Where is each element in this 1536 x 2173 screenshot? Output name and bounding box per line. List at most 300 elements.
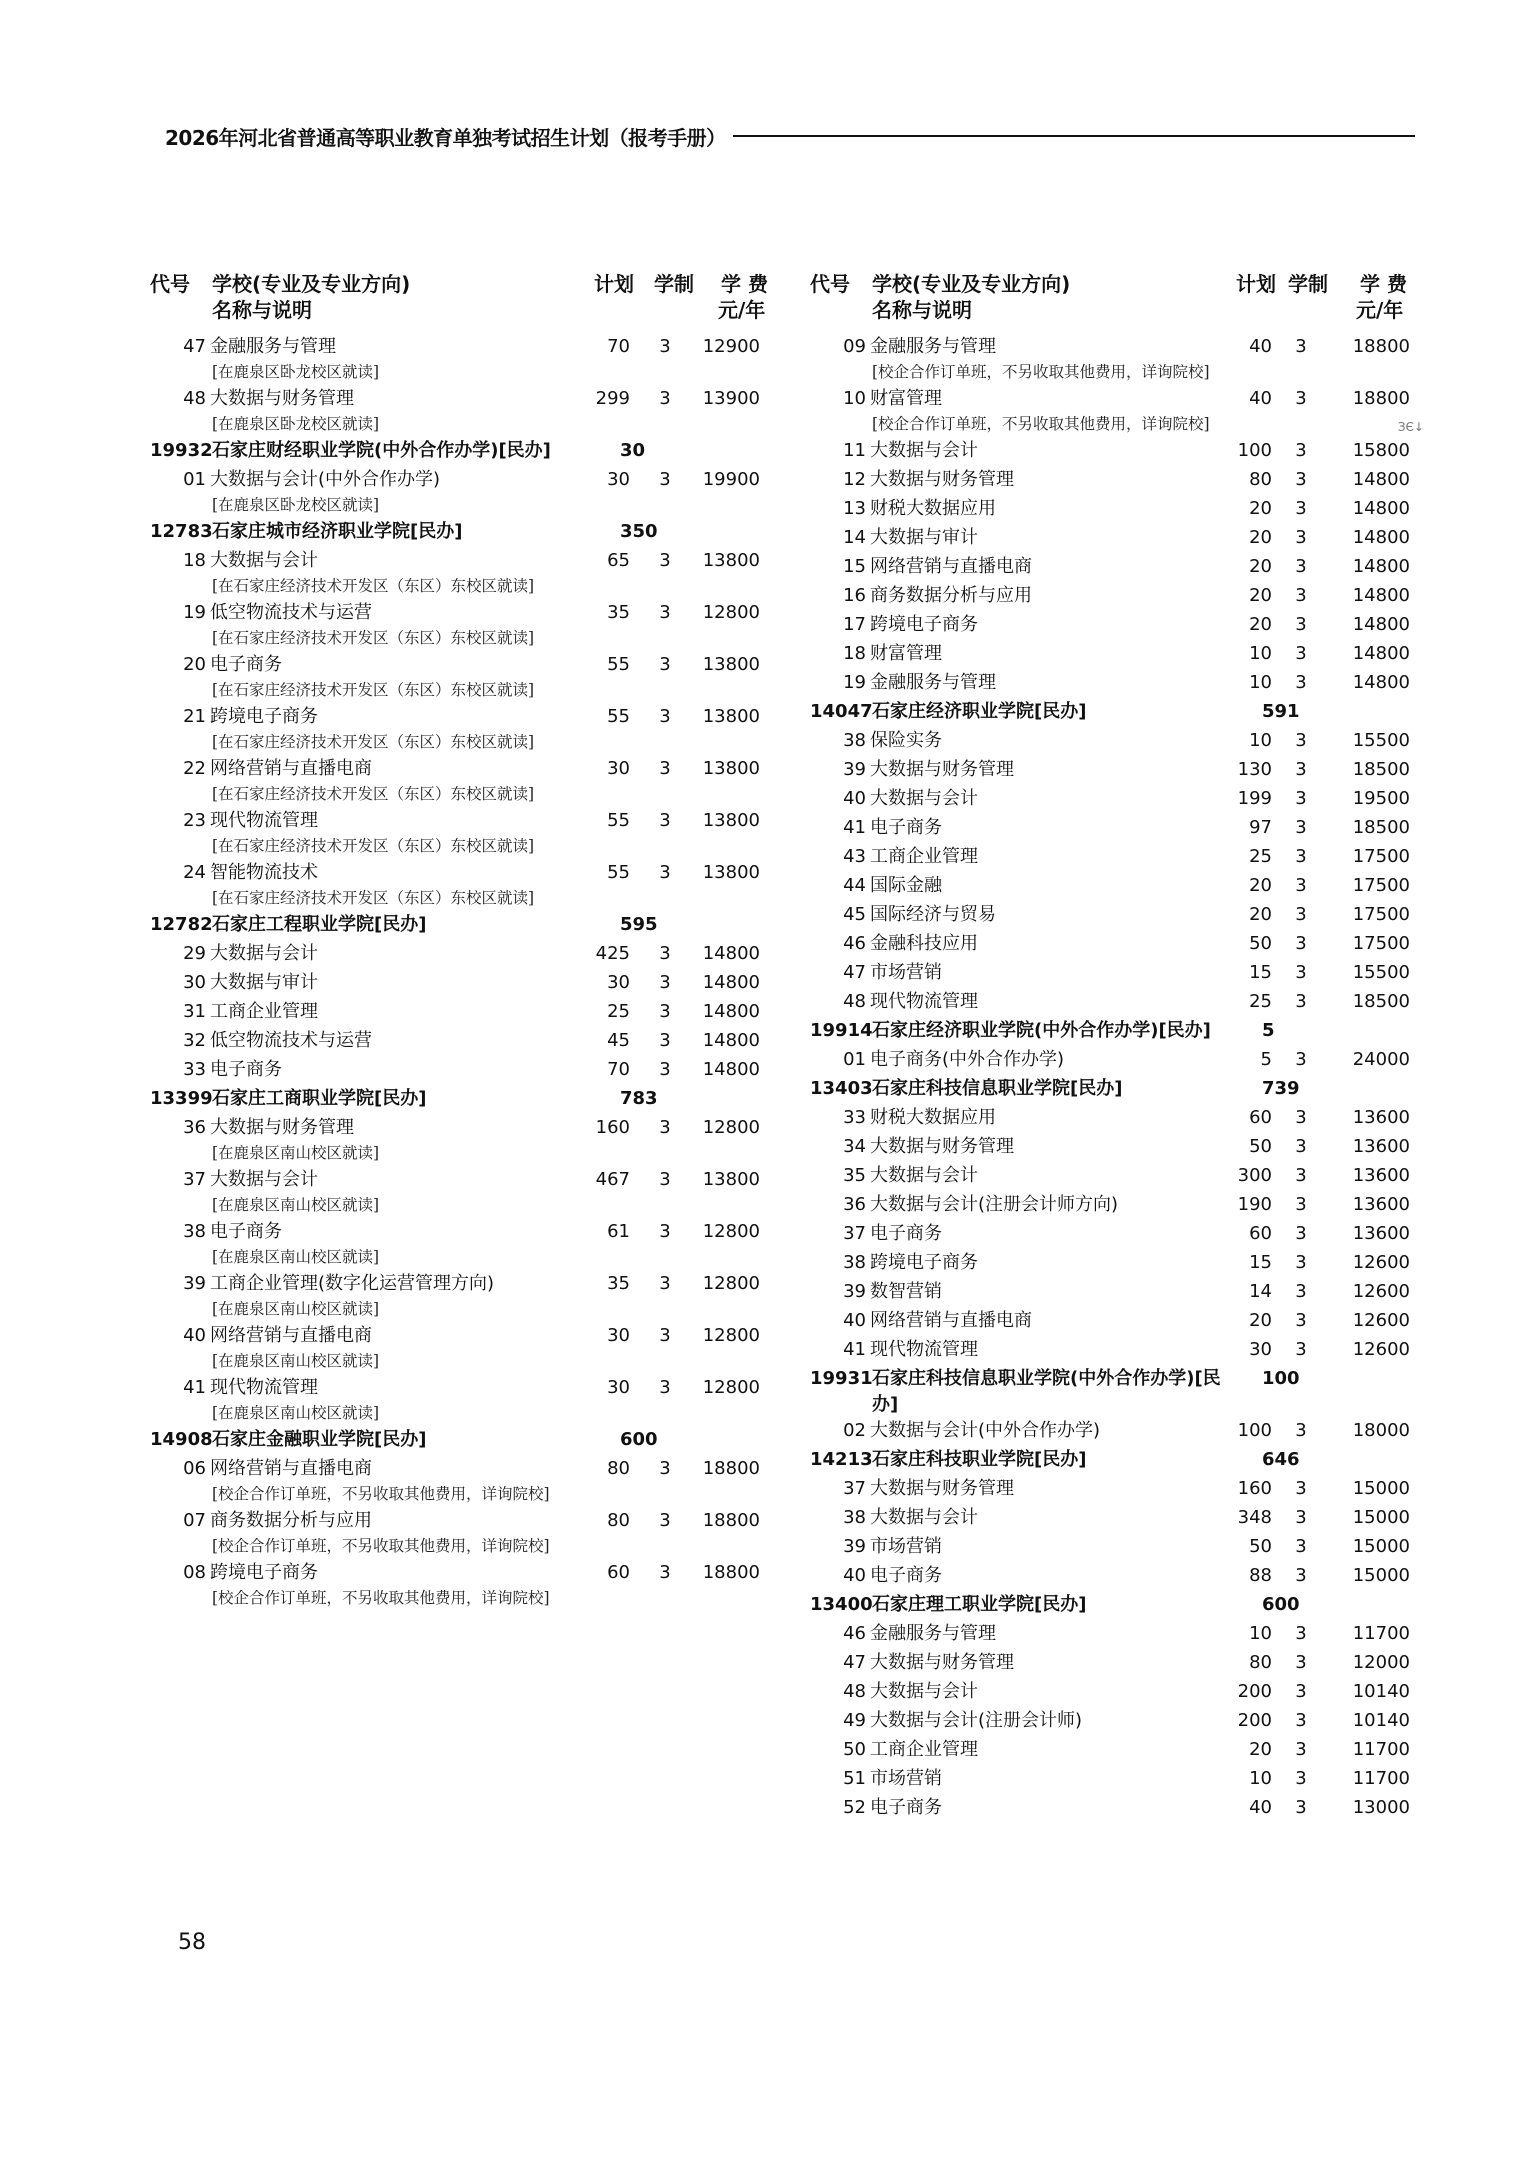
major-code: 35: [843, 1165, 866, 1186]
plan-count: 30: [607, 1377, 630, 1398]
major-name: 保险实务: [870, 730, 942, 751]
study-years: 3: [1295, 614, 1307, 635]
major-code: 49: [843, 1710, 866, 1731]
tuition-fee: 14800: [1352, 643, 1410, 664]
institution-name: 石家庄工程职业学院[民办]: [212, 914, 427, 935]
major-name: 大数据与财务管理: [210, 388, 354, 409]
header-fee-unit: 元/年: [1356, 298, 1404, 322]
major-code: 40: [843, 1310, 866, 1331]
study-years: 3: [659, 943, 671, 964]
tuition-fee: 11700: [1352, 1768, 1410, 1789]
plan-count: 30: [607, 1325, 630, 1346]
right-column: [810, 268, 1430, 1824]
left-rows: [150, 334, 770, 1610]
study-years: 3: [1295, 1281, 1307, 1302]
major-name: 工商企业管理(数字化运营管理方向): [210, 1273, 495, 1294]
plan-count: 10: [1249, 643, 1272, 664]
major-note: [校企合作订单班，不另收取其他费用，详询院校]: [872, 415, 1210, 433]
tuition-fee: 10140: [1352, 1710, 1410, 1731]
major-code: 20: [183, 654, 206, 675]
major-name: 商务数据分析与应用: [210, 1510, 372, 1531]
plan-count: 55: [607, 862, 630, 883]
major-row: [150, 467, 770, 517]
tuition-fee: 14800: [1352, 585, 1410, 606]
major-code: 12: [843, 469, 866, 490]
major-name: 大数据与会计: [870, 1165, 978, 1186]
tuition-fee: 12800: [702, 1273, 760, 1294]
major-name: 金融服务与管理: [870, 672, 996, 693]
major-row: [810, 728, 1430, 757]
major-name: 大数据与会计(中外合作办学): [870, 1420, 1101, 1441]
tuition-fee: 15000: [1352, 1536, 1410, 1557]
tuition-fee: 14800: [1352, 614, 1410, 635]
study-years: 3: [1295, 1768, 1307, 1789]
major-code: 38: [843, 730, 866, 751]
plan-count: 55: [607, 810, 630, 831]
plan-count: 160: [595, 1117, 630, 1138]
major-name: 工商企业管理: [210, 1001, 318, 1022]
plan-count: 60: [607, 1562, 630, 1583]
major-name: 金融服务与管理: [210, 336, 336, 357]
institution-code: 19914: [810, 1020, 873, 1041]
institution-name: 石家庄财经职业学院(中外合作办学)[民办]: [212, 440, 551, 461]
study-years: 3: [659, 469, 671, 490]
plan-count: 50: [1249, 1536, 1272, 1557]
plan-count: 30: [607, 469, 630, 490]
major-row: [810, 438, 1430, 467]
plan-count: 30: [1249, 1339, 1272, 1360]
major-row: [810, 1134, 1430, 1163]
major-name: 市场营销: [870, 1536, 942, 1557]
major-row: [810, 641, 1430, 670]
major-code: 30: [183, 972, 206, 993]
study-years: 3: [659, 1221, 671, 1242]
study-years: 3: [1295, 1420, 1307, 1441]
header-duration: 学制: [654, 272, 694, 296]
tuition-fee: 19900: [702, 469, 760, 490]
tuition-fee: 12800: [702, 1221, 760, 1242]
major-code: 02: [843, 1420, 866, 1441]
header-name: 学校(专业及专业方向): [872, 272, 1071, 296]
major-row: [150, 1560, 770, 1610]
major-row: [150, 386, 770, 436]
major-note: [在鹿泉区卧龙校区就读]: [212, 363, 380, 381]
tuition-fee: 12800: [702, 1377, 760, 1398]
tuition-fee: 11700: [1352, 1739, 1410, 1760]
major-code: 23: [183, 810, 206, 831]
institution-name: 石家庄科技信息职业学院[民办]: [872, 1078, 1123, 1099]
major-row: [810, 1250, 1430, 1279]
tuition-fee: 13800: [702, 654, 760, 675]
study-years: 3: [1295, 730, 1307, 751]
plan-count: 739: [1262, 1078, 1300, 1099]
major-row: [150, 704, 770, 754]
tuition-fee: 14800: [1352, 469, 1410, 490]
major-note: [在鹿泉区卧龙校区就读]: [212, 496, 380, 514]
major-code: 40: [843, 788, 866, 809]
study-years: 3: [1295, 527, 1307, 548]
major-name: 大数据与财务管理: [210, 1117, 354, 1138]
major-code: 34: [843, 1136, 866, 1157]
institution-code: 12782: [150, 914, 213, 935]
study-years: 3: [1295, 846, 1307, 867]
plan-count: 20: [1249, 527, 1272, 548]
major-row: [810, 1476, 1430, 1505]
plan-count: 199: [1237, 788, 1272, 809]
plan-count: 20: [1249, 1310, 1272, 1331]
major-name: 网络营销与直播电商: [870, 556, 1032, 577]
tuition-fee: 17500: [1352, 875, 1410, 896]
header-fee: 学 费: [721, 272, 768, 296]
tuition-fee: 13800: [702, 706, 760, 727]
study-years: 3: [659, 1117, 671, 1138]
study-years: 3: [1295, 1339, 1307, 1360]
major-row: [810, 1534, 1430, 1563]
major-code: 39: [183, 1273, 206, 1294]
major-code: 37: [843, 1478, 866, 1499]
plan-count: 100: [1262, 1368, 1300, 1389]
major-row: [150, 1375, 770, 1425]
major-code: 06: [183, 1458, 206, 1479]
major-row: [810, 334, 1430, 384]
study-years: 3: [659, 1059, 671, 1080]
institution-row: [810, 1447, 1430, 1476]
plan-count: 20: [1249, 498, 1272, 519]
tuition-fee: 15500: [1352, 730, 1410, 751]
tuition-fee: 13600: [1352, 1165, 1410, 1186]
major-code: 09: [843, 336, 866, 357]
major-name: 市场营销: [870, 962, 942, 983]
major-code: 21: [183, 706, 206, 727]
major-code: 52: [843, 1797, 866, 1818]
major-row: [150, 548, 770, 598]
major-row: [810, 583, 1430, 612]
tuition-fee: 12600: [1352, 1339, 1410, 1360]
tuition-fee: 17500: [1352, 904, 1410, 925]
major-row: [810, 1308, 1430, 1337]
major-row: [150, 860, 770, 910]
study-years: 3: [659, 1377, 671, 1398]
major-code: 38: [843, 1507, 866, 1528]
major-code: 19: [183, 602, 206, 623]
study-years: 3: [1295, 1652, 1307, 1673]
study-years: 3: [1295, 1623, 1307, 1644]
major-name: 跨境电子商务: [210, 706, 318, 727]
major-note: [在鹿泉区南山校区就读]: [212, 1144, 380, 1162]
tuition-fee: 13600: [1352, 1136, 1410, 1157]
header-plan: 计划: [594, 272, 634, 296]
plan-count: 35: [607, 602, 630, 623]
plan-count: 646: [1262, 1449, 1300, 1470]
major-code: 41: [843, 817, 866, 838]
tuition-fee: 12900: [702, 336, 760, 357]
tuition-fee: 15000: [1352, 1478, 1410, 1499]
tuition-fee: 12000: [1352, 1652, 1410, 1673]
major-row: [150, 999, 770, 1028]
study-years: 3: [1295, 1107, 1307, 1128]
major-code: 32: [183, 1030, 206, 1051]
major-note: [在鹿泉区南山校区就读]: [212, 1196, 380, 1214]
study-years: 3: [659, 862, 671, 883]
study-years: 3: [659, 550, 671, 571]
study-years: 3: [1295, 817, 1307, 838]
major-note: [在石家庄经济技术开发区（东区）东校区就读]: [212, 733, 535, 751]
tuition-fee: 17500: [1352, 846, 1410, 867]
study-years: 3: [659, 1001, 671, 1022]
major-code: 46: [843, 1623, 866, 1644]
study-years: 3: [659, 1562, 671, 1583]
major-name: 现代物流管理: [210, 810, 318, 831]
major-code: 19: [843, 672, 866, 693]
major-row: [150, 1323, 770, 1373]
tuition-fee: 14800: [1352, 498, 1410, 519]
major-note: [在鹿泉区南山校区就读]: [212, 1404, 380, 1422]
major-name: 电子商务: [210, 654, 282, 675]
major-name: 网络营销与直播电商: [210, 1458, 372, 1479]
header-code: 代号: [150, 272, 190, 296]
major-name: 国际金融: [870, 875, 942, 896]
plan-count: 100: [1237, 440, 1272, 461]
major-row: [810, 1708, 1430, 1737]
plan-count: 348: [1237, 1507, 1272, 1528]
tuition-fee: 17500: [1352, 933, 1410, 954]
study-years: 3: [659, 706, 671, 727]
left-column: [150, 268, 770, 1612]
major-row: [810, 844, 1430, 873]
major-code: 41: [183, 1377, 206, 1398]
major-name: 电子商务(中外合作办学): [870, 1049, 1065, 1070]
major-name: 大数据与会计: [870, 1507, 978, 1528]
major-code: 13: [843, 498, 866, 519]
major-row: [810, 1279, 1430, 1308]
major-name: 现代物流管理: [210, 1377, 318, 1398]
major-code: 38: [183, 1221, 206, 1242]
study-years: 3: [1295, 469, 1307, 490]
study-years: 3: [659, 972, 671, 993]
major-note: [在石家庄经济技术开发区（东区）东校区就读]: [212, 889, 535, 907]
institution-row: [150, 438, 770, 467]
major-name: 大数据与会计: [870, 788, 978, 809]
tuition-fee: 18800: [702, 1562, 760, 1583]
study-years: 3: [1295, 962, 1307, 983]
column-header: [150, 268, 770, 334]
plan-count: 190: [1237, 1194, 1272, 1215]
major-row: [150, 1219, 770, 1269]
major-name: 大数据与财务管理: [870, 469, 1014, 490]
plan-count: 30: [620, 440, 646, 461]
study-years: 3: [1295, 1049, 1307, 1070]
tuition-fee: 15000: [1352, 1507, 1410, 1528]
institution-code: 13403: [810, 1078, 873, 1099]
plan-count: 45: [607, 1030, 630, 1051]
tuition-fee: 13600: [1352, 1107, 1410, 1128]
institution-row: [810, 1076, 1430, 1105]
major-name: 大数据与会计: [870, 1681, 978, 1702]
major-name: 金融服务与管理: [870, 1623, 996, 1644]
major-name: 市场营销: [870, 1768, 942, 1789]
major-code: 46: [843, 933, 866, 954]
major-code: 01: [843, 1049, 866, 1070]
major-row: [810, 1737, 1430, 1766]
study-years: 3: [1295, 933, 1307, 954]
institution-name: 石家庄工商职业学院[民办]: [212, 1088, 427, 1109]
plan-count: 88: [1249, 1565, 1272, 1586]
tuition-fee: 18500: [1352, 759, 1410, 780]
major-code: 44: [843, 875, 866, 896]
tuition-fee: 14800: [702, 1001, 760, 1022]
major-code: 39: [843, 1536, 866, 1557]
study-years: 3: [1295, 388, 1307, 409]
major-row: [150, 1115, 770, 1165]
study-years: 3: [1295, 1310, 1307, 1331]
study-years: 3: [1295, 556, 1307, 577]
study-years: 3: [659, 810, 671, 831]
major-note: [校企合作订单班，不另收取其他费用，详询院校]: [872, 363, 1210, 381]
plan-count: 350: [620, 521, 658, 542]
tuition-fee: 13600: [1352, 1223, 1410, 1244]
plan-count: 80: [1249, 469, 1272, 490]
study-years: 3: [1295, 1136, 1307, 1157]
major-row: [810, 989, 1430, 1018]
major-note: [在鹿泉区南山校区就读]: [212, 1352, 380, 1370]
plan-count: 10: [1249, 1768, 1272, 1789]
major-row: [150, 941, 770, 970]
major-row: [810, 1650, 1430, 1679]
study-years: 3: [1295, 336, 1307, 357]
plan-count: 50: [1249, 933, 1272, 954]
tuition-fee: 18800: [702, 1458, 760, 1479]
major-row: [810, 815, 1430, 844]
major-name: 财税大数据应用: [870, 498, 996, 519]
tuition-fee: 19500: [1352, 788, 1410, 809]
header-duration: 学制: [1288, 272, 1328, 296]
major-row: [810, 386, 1430, 436]
plan-count: 5: [1260, 1049, 1272, 1070]
plan-count: 80: [1249, 1652, 1272, 1673]
major-row: [810, 554, 1430, 583]
major-note: [校企合作订单班，不另收取其他费用，详询院校]: [212, 1589, 550, 1607]
major-row: [150, 970, 770, 999]
major-name: 大数据与财务管理: [870, 1478, 1014, 1499]
plan-count: 591: [1262, 701, 1300, 722]
study-years: 3: [1295, 643, 1307, 664]
tuition-fee: 15000: [1352, 1565, 1410, 1586]
major-name: 网络营销与直播电商: [210, 1325, 372, 1346]
stray-mark: ЗЄ↓: [1397, 420, 1424, 434]
plan-count: 299: [595, 388, 630, 409]
study-years: 3: [1295, 1478, 1307, 1499]
tuition-fee: 18800: [1352, 388, 1410, 409]
institution-code: 14908: [150, 1429, 213, 1450]
page-header: [165, 122, 1415, 152]
major-row: [810, 1337, 1430, 1366]
institution-code: 14047: [810, 701, 873, 722]
major-row: [810, 1105, 1430, 1134]
plan-count: 300: [1237, 1165, 1272, 1186]
plan-count: 60: [1249, 1107, 1272, 1128]
tuition-fee: 14800: [1352, 556, 1410, 577]
institution-row: [810, 1592, 1430, 1621]
institution-row: [810, 1018, 1430, 1047]
major-code: 22: [183, 758, 206, 779]
tuition-fee: 10140: [1352, 1681, 1410, 1702]
study-years: 3: [659, 336, 671, 357]
major-note: [校企合作订单班，不另收取其他费用，详询院校]: [212, 1485, 550, 1503]
header-name: 学校(专业及专业方向): [212, 272, 411, 296]
major-code: 36: [843, 1194, 866, 1215]
major-row: [150, 1456, 770, 1506]
major-row: [150, 1057, 770, 1086]
major-row: [810, 1766, 1430, 1795]
plan-count: 600: [1262, 1594, 1300, 1615]
column-header: [810, 268, 1430, 334]
major-note: [在石家庄经济技术开发区（东区）东校区就读]: [212, 577, 535, 595]
plan-count: 80: [607, 1510, 630, 1531]
major-row: [150, 600, 770, 650]
major-row: [810, 786, 1430, 815]
header-code: 代号: [810, 272, 850, 296]
major-row: [810, 1563, 1430, 1592]
header-rule: [733, 135, 1415, 137]
major-note: [在石家庄经济技术开发区（东区）东校区就读]: [212, 629, 535, 647]
institution-name: 石家庄城市经济职业学院[民办]: [212, 521, 463, 542]
major-name: 现代物流管理: [870, 1339, 978, 1360]
tuition-fee: 15800: [1352, 440, 1410, 461]
plan-count: 40: [1249, 388, 1272, 409]
major-name: 低空物流技术与运营: [210, 602, 372, 623]
plan-count: 20: [1249, 1739, 1272, 1760]
major-row: [810, 757, 1430, 786]
plan-count: 130: [1237, 759, 1272, 780]
study-years: 3: [1295, 1739, 1307, 1760]
major-name: 大数据与财务管理: [870, 1652, 1014, 1673]
major-name: 大数据与会计: [210, 1169, 318, 1190]
study-years: 3: [1295, 1681, 1307, 1702]
plan-count: 55: [607, 654, 630, 675]
major-row: [810, 496, 1430, 525]
major-name: 财富管理: [870, 643, 942, 664]
study-years: 3: [1295, 991, 1307, 1012]
tuition-fee: 18000: [1352, 1420, 1410, 1441]
plan-count: 100: [1237, 1420, 1272, 1441]
study-years: 3: [659, 1325, 671, 1346]
institution-code: 14213: [810, 1449, 873, 1470]
right-rows: [810, 334, 1430, 1824]
study-years: 3: [659, 602, 671, 623]
plan-count: 14: [1249, 1281, 1272, 1302]
major-row: [810, 1163, 1430, 1192]
major-name: 跨境电子商务: [870, 1252, 978, 1273]
major-code: 18: [183, 550, 206, 571]
major-row: [150, 334, 770, 384]
major-name: 大数据与财务管理: [870, 759, 1014, 780]
plan-count: 10: [1249, 1623, 1272, 1644]
header-name-sub: 名称与说明: [872, 298, 972, 322]
major-row: [810, 931, 1430, 960]
major-name: 工商企业管理: [870, 846, 978, 867]
major-name: 低空物流技术与运营: [210, 1030, 372, 1051]
study-years: 3: [1295, 1165, 1307, 1186]
major-row: [810, 612, 1430, 641]
plan-count: 5: [1262, 1020, 1275, 1041]
header-title: 2026年河北省普通高等职业教育单独考试招生计划（报考手册）: [165, 126, 726, 150]
plan-count: 60: [1249, 1223, 1272, 1244]
institution-name: 石家庄金融职业学院[民办]: [212, 1429, 427, 1450]
tuition-fee: 13600: [1352, 1194, 1410, 1215]
major-name: 大数据与审计: [870, 527, 978, 548]
plan-count: 425: [595, 943, 630, 964]
institution-code: 13400: [810, 1594, 873, 1615]
